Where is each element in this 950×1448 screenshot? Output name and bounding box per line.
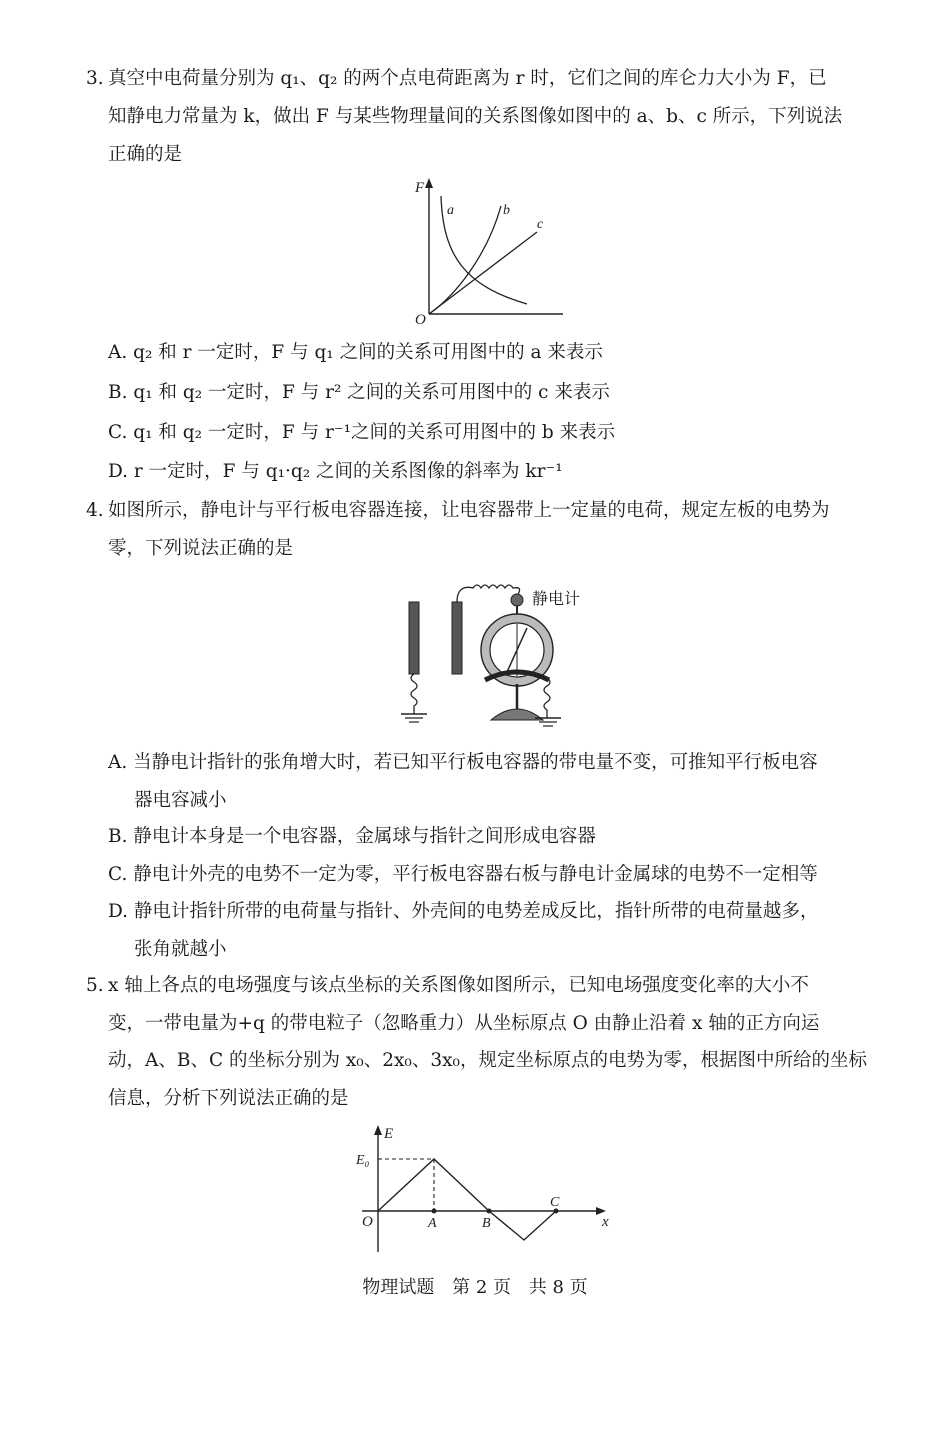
q3-option-b: B. q₁ 和 q₂ 一定时，F 与 r² 之间的关系可用图中的 c 来表示 xyxy=(108,382,610,403)
q3-y-label: F xyxy=(415,180,425,196)
q3-figure xyxy=(405,176,565,326)
q4-option-d-line2: 张角就越小 xyxy=(134,939,227,960)
q4-option-a-line1: A. 当静电计指针的张角增大时，若已知平行板电容器的带电量不变，可推知平行板电容 xyxy=(108,752,818,773)
right-spring-wire xyxy=(544,678,550,718)
connecting-spring-wire xyxy=(457,585,520,602)
q3-number: 3. xyxy=(86,68,104,89)
q5-field-line xyxy=(378,1159,556,1240)
capacitor-right-plate xyxy=(452,602,462,674)
q3-stem-line1: 真空中电荷量分别为 q₁、q₂ 的两个点电荷距离为 r 时，它们之间的库仑力大小为 F，已 xyxy=(108,68,827,89)
q3-y-arrow xyxy=(425,178,433,188)
electroscope-ball xyxy=(511,594,523,606)
q5-point-c-label: C xyxy=(550,1195,560,1210)
q3-curve-a-label: a xyxy=(447,203,454,218)
q3-stem-line2: 知静电力常量为 k，做出 F 与某些物理量间的关系图像如图中的 a、b、c 所示，下列说法 xyxy=(108,106,843,127)
left-ground-icon xyxy=(401,714,427,722)
q4-option-c: C. 静电计外壳的电势不一定为零，平行板电容器右板与静电计金属球的电势不一定相等 xyxy=(108,864,818,885)
q5-x-label: x xyxy=(602,1214,609,1230)
q5-origin-label: O xyxy=(362,1214,373,1230)
q4-option-d-line1: D. 静电计指针所带的电荷量与指针、外壳间的电势差成反比，指针所带的电荷量越多， xyxy=(108,901,819,922)
q5-stem-line1: x 轴上各点的电场强度与该点坐标的关系图像如图所示，已知电场强度变化率的大小不 xyxy=(108,975,809,996)
q4-stem-line1: 如图所示，静电计与平行板电容器连接，让电容器带上一定量的电荷，规定左板的电势为 xyxy=(108,500,830,521)
q5-point-a-label: A xyxy=(428,1216,437,1231)
q3-stem-line3: 正确的是 xyxy=(108,144,183,165)
q4-option-a-line2: 器电容减小 xyxy=(134,790,227,811)
q4-stem-line2: 零，下列说法正确的是 xyxy=(108,538,294,559)
q5-e0-label: E₀ xyxy=(356,1153,370,1168)
q5-stem-line3: 动，A、B、C 的坐标分别为 x₀、2x₀、3x₀，规定坐标原点的电势为零，根据图中所给的坐标 xyxy=(108,1050,867,1071)
q5-point-a-dot xyxy=(432,1209,437,1214)
q3-option-a: A. q₂ 和 r 一定时，F 与 q₁ 之间的关系可用图中的 a 来表示 xyxy=(108,342,603,363)
capacitor-left-plate xyxy=(409,602,419,674)
q3-origin-label: O xyxy=(415,312,426,328)
q4-number: 4. xyxy=(86,500,104,521)
q5-stem-line2: 变，一带电量为+q 的带电粒子（忽略重力）从坐标原点 O 由静止沿着 x 轴的正方向运 xyxy=(108,1013,820,1034)
q3-curve-b-label: b xyxy=(503,203,510,218)
footer-total: 共 8 页 xyxy=(528,1277,588,1298)
q5-number: 5. xyxy=(86,975,104,996)
q5-stem-line4: 信息，分析下列说法正确的是 xyxy=(108,1088,349,1109)
q5-point-b-label: B xyxy=(482,1216,491,1231)
q4-electroscope-label: 静电计 xyxy=(532,589,581,608)
left-spring-wire xyxy=(411,674,417,714)
q3-curve-c-label: c xyxy=(537,217,544,232)
q5-figure xyxy=(352,1122,622,1262)
q3-option-c: C. q₁ 和 q₂ 一定时，F 与 r⁻¹之间的关系可用图中的 b 来表示 xyxy=(108,422,616,443)
page-footer xyxy=(0,1273,950,1299)
footer-page: 第 2 页 xyxy=(452,1277,511,1298)
q3-curve-b xyxy=(429,206,501,314)
footer-subject: 物理试题 xyxy=(362,1277,435,1298)
q3-option-d: D. r 一定时，F 与 q₁·q₂ 之间的关系图像的斜率为 kr⁻¹ xyxy=(108,461,563,482)
q4-option-b: B. 静电计本身是一个电容器，金属球与指针之间形成电容器 xyxy=(108,826,596,847)
q5-y-arrow xyxy=(374,1125,382,1135)
q5-y-label: E xyxy=(384,1126,394,1142)
q5-point-b-dot xyxy=(487,1209,492,1214)
